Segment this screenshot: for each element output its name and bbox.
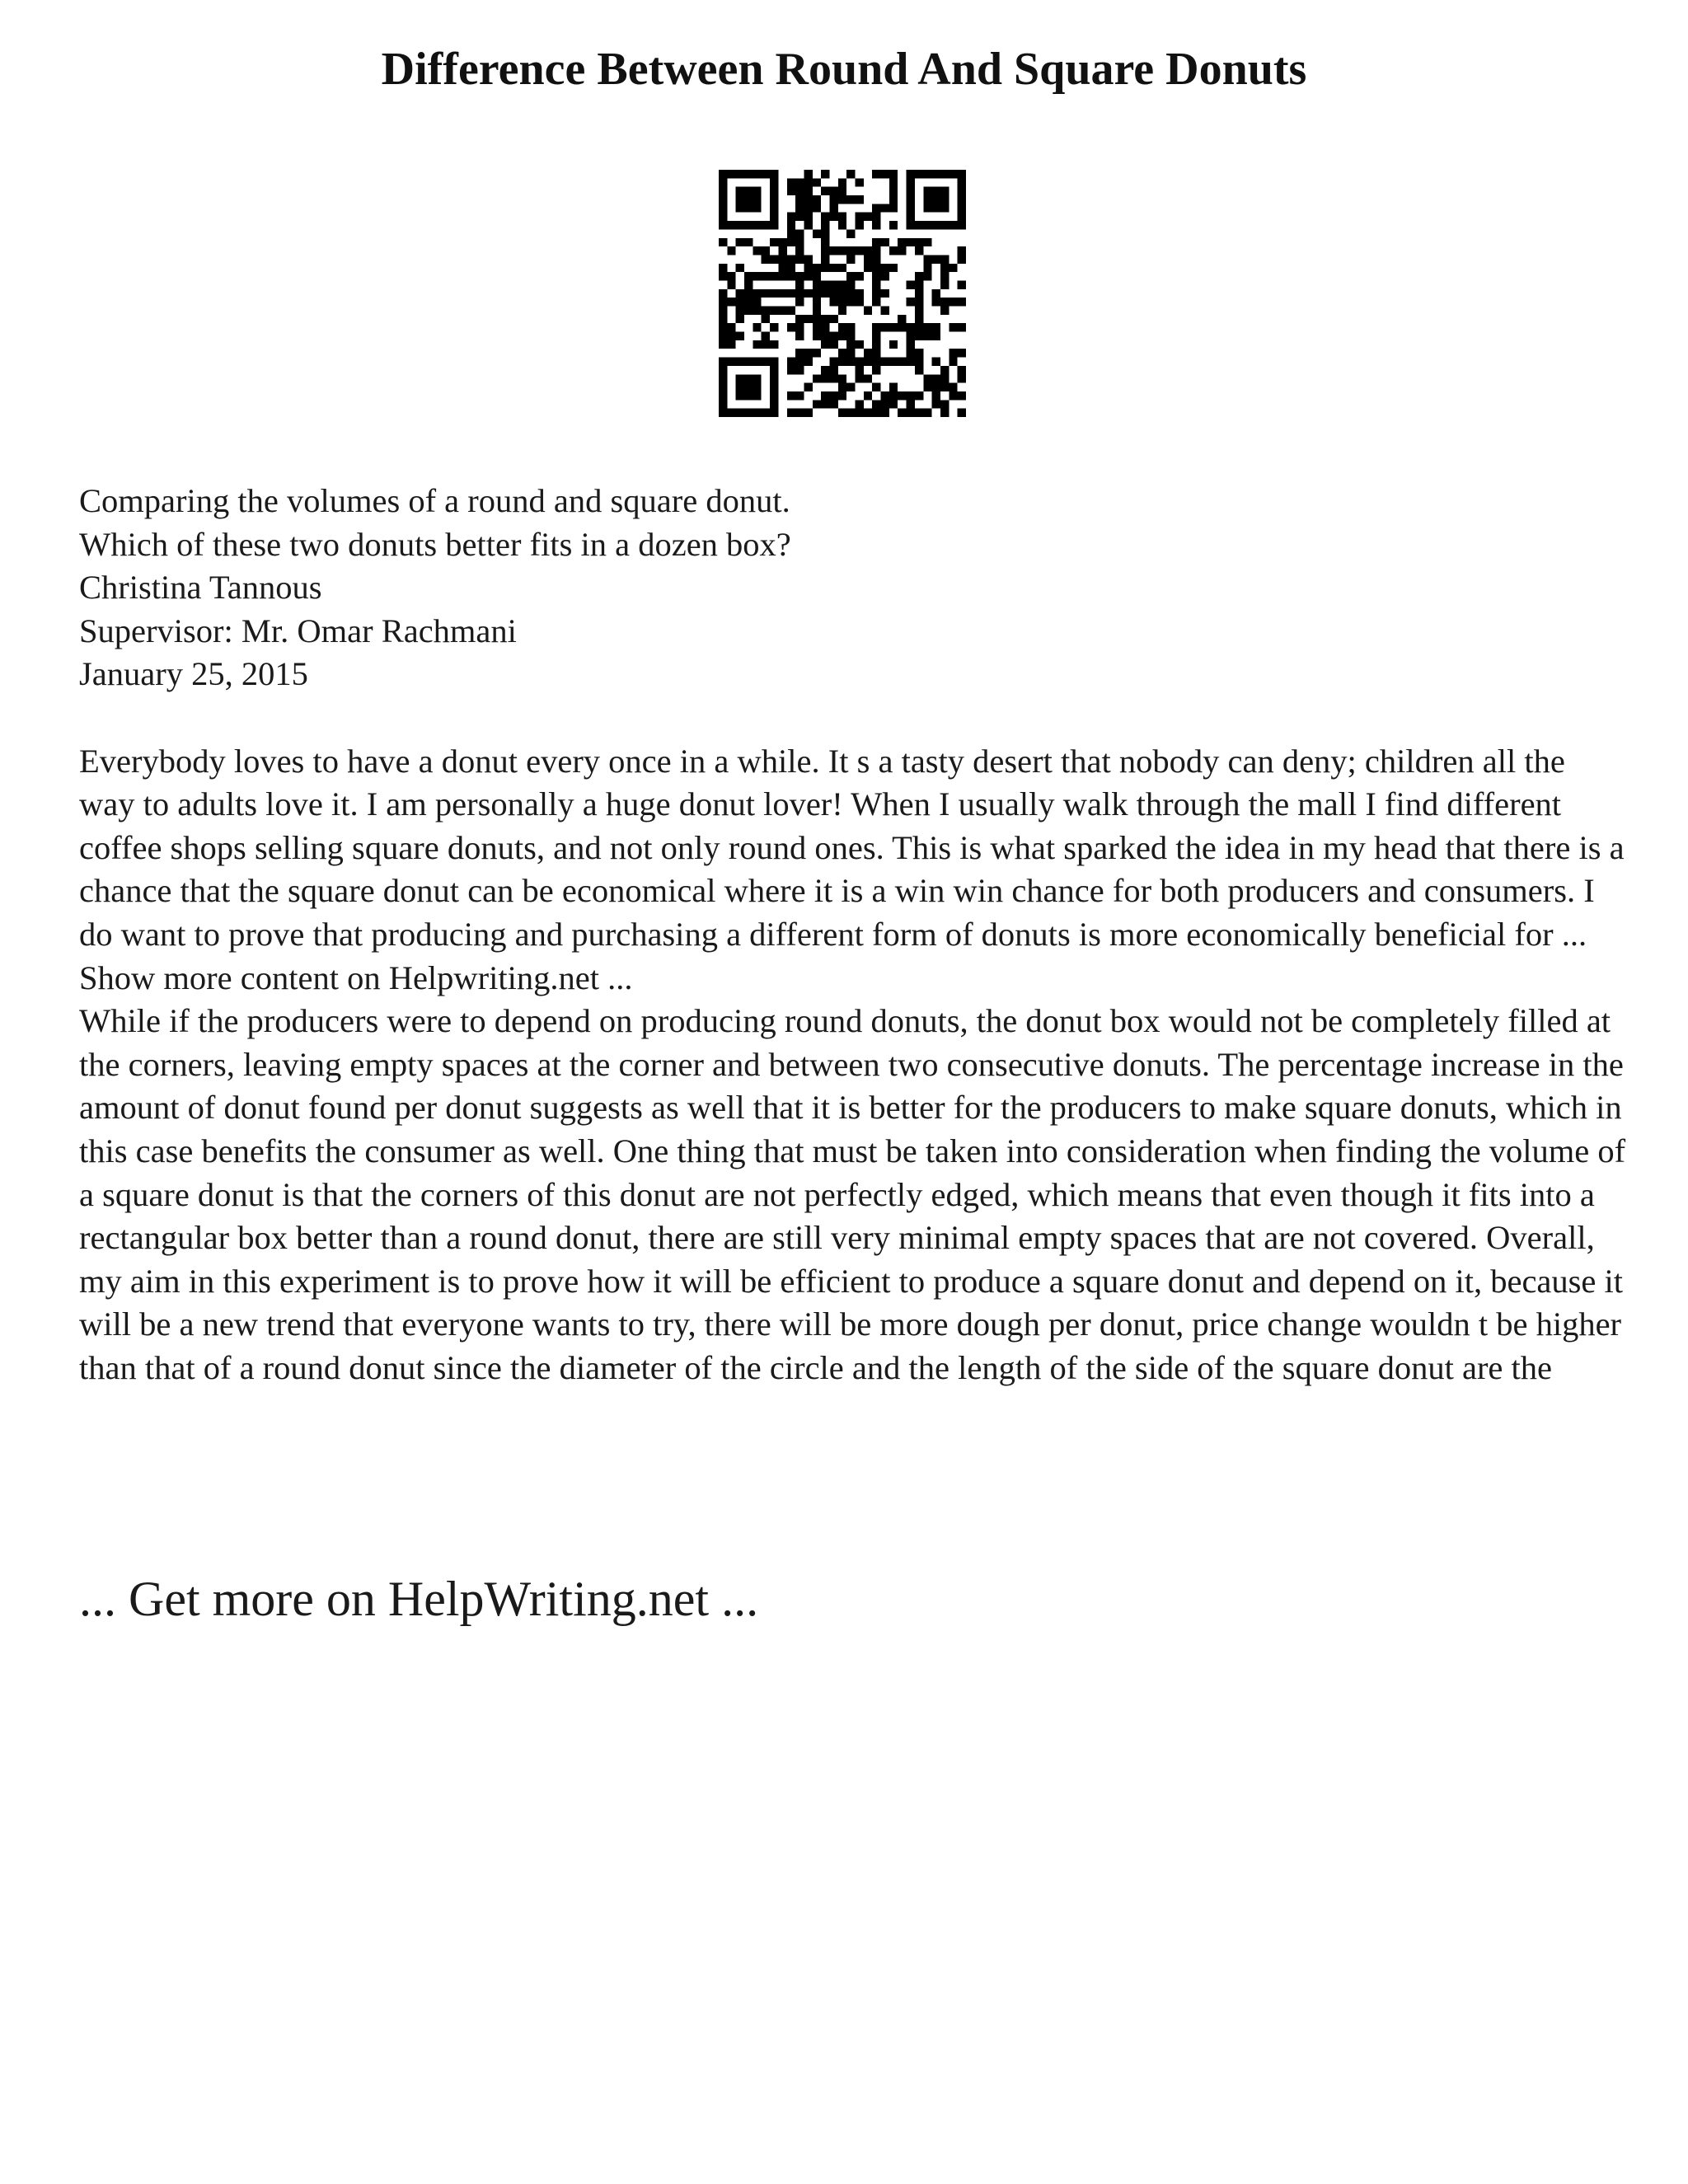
spacer <box>79 696 1629 740</box>
meta-block <box>79 480 1629 696</box>
meta-line-date: January 25, 2015 <box>79 655 308 693</box>
meta-line-subtitle: Comparing the volumes of a round and square donut. <box>79 482 790 519</box>
document-body <box>79 480 1629 1390</box>
meta-line-supervisor: Supervisor: Mr. Omar Rachmani <box>79 612 517 649</box>
body-paragraph-1: Everybody loves to have a donut every once in a while. It s a tasty desert that nobody can deny; children all the way to adults love it. I am personally a huge donut lover! When I usually walk through the mall I find different coffee shops selling square donuts, and not only round ones. This is what sparked the idea in my head that there is a chance that the square donut can be economical where it is a win win chance for both producers and consumers. I do want to prove that producing and purchasing a different form of donuts is more economically beneficial for ... Show more content on Helpwriting.net ... <box>79 742 1625 996</box>
get-more-link[interactable]: ... Get more on HelpWriting.net ... <box>79 1572 759 1626</box>
qr-code-icon <box>719 170 966 417</box>
body-paragraph-2: While if the producers were to depend on producing round donuts, the donut box would not be completely filled at the corners, leaving empty spaces at the corner and between two consecutive donuts. The percentage increase in the amount of donut found per donut suggests as well that it is better for the producers to make square donuts, which in this case benefits the consumer as well. One thing that must be taken into consideration when finding the volume of a square donut is that the corners of this donut are not perfectly edged, which means that even though it fits into a rectangular box better than a round donut, there are still very minimal empty spaces that are not covered. Overall, my aim in this experiment is to prove how it will be efficient to produce a square donut and depend on it, because it will be a new trend that everyone wants to try, there will be more dough per donut, price change wouldn t be higher than that of a round donut since the diameter of the circle and the length of the side of the square donut are the <box>79 1002 1626 1386</box>
meta-line-question: Which of these two donuts better fits in a dozen box? <box>79 525 791 563</box>
meta-line-author: Christina Tannous <box>79 569 322 607</box>
page-title: Difference Between Round And Square Donuts <box>381 44 1307 95</box>
